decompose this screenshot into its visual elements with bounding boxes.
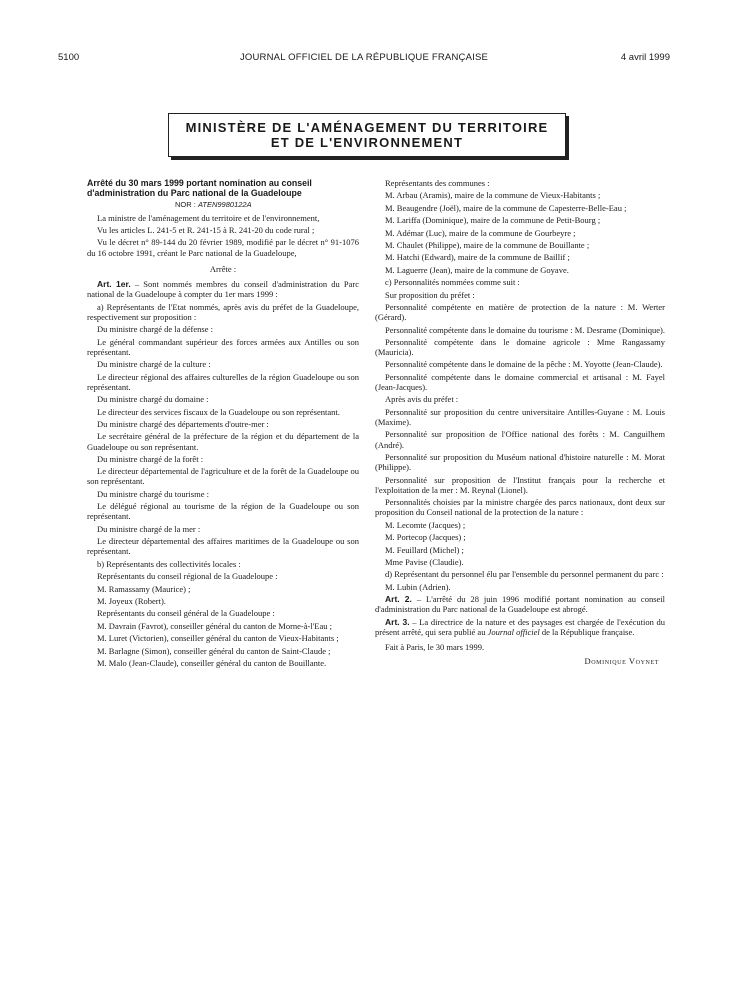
page-header <box>58 52 670 66</box>
left-column <box>87 178 359 670</box>
paragraph: M. Feuillard (Michel) ; <box>385 544 464 555</box>
paragraph: Le délégué régional au tourisme de la région de la Guadeloupe ou son représentant. <box>87 501 359 522</box>
signing-date: Fait à Paris, le 30 mars 1999. <box>385 642 485 653</box>
issue-date: 4 avril 1999 <box>620 52 670 63</box>
paragraph: M. Lubin (Adrien). <box>385 581 451 592</box>
article-3-text-end: de la République française. <box>539 626 635 637</box>
paragraph: M. Hatchi (Edward), maire de la commune de Baillif ; <box>385 252 570 263</box>
paragraph: M. Laguerre (Jean), maire de la commune de Goyave. <box>385 264 569 275</box>
paragraph: Du ministre chargé du tourisme : <box>97 488 209 499</box>
paragraph: Le général commandant supérieur des forces armées aux Antilles ou son représentant. <box>87 336 359 357</box>
right-column <box>375 178 665 669</box>
paragraph: c) Personnalités nommées comme suit : <box>385 277 520 288</box>
ministry-heading <box>186 120 549 150</box>
article-1-label: Art. 1er. <box>97 278 131 289</box>
paragraph: Du ministre chargé du domaine : <box>97 394 209 405</box>
paragraph: Personnalité compétente dans le domaine agricole : Mme Rangassamy (Mauricia). <box>375 336 665 358</box>
paragraph: b) Représentants des collectivités locales : <box>97 558 241 569</box>
paragraph: Du ministre chargé de la défense : <box>97 324 213 335</box>
article-3-text: – La directrice de la nature et des paysages est chargée de l'exécution du présent arrêté, qui sera publié au <box>375 616 666 637</box>
journal-officiel-italic: Journal officiel <box>487 626 540 637</box>
article-2 <box>375 594 665 614</box>
article-3 <box>375 617 665 637</box>
decree-title: Arrêté du 30 mars 1999 portant nomination au conseil d'administration du Parc national de la Guadeloupe <box>87 178 312 198</box>
paragraph: M. Luret (Victorien), conseiller général du canton de Vieux-Habitants ; <box>97 633 339 644</box>
paragraph: Mme Pavise (Claudie). <box>385 557 464 567</box>
paragraph: Le directeur régional des affaires culturelles de la région Guadeloupe ou son représentant. <box>87 371 359 392</box>
signature: Dominique Voynet <box>584 656 659 667</box>
paragraph: M. Portecop (Jacques) ; <box>385 532 466 543</box>
intro-paragraph: La ministre de l'aménagement du territoire et de l'environnement, <box>97 212 320 223</box>
paragraph: Personnalité sur proposition de l'Institut français pour la recherche et l'exploitation de la mer : M. Reynal (Lionel). <box>375 474 665 495</box>
nor-label: NOR : <box>175 200 196 210</box>
paragraph: Personnalité sur proposition du centre universitaire Antilles-Guyane : M. Louis (Maxime). <box>375 406 665 428</box>
paragraph: M. Ramassamy (Maurice) ; <box>97 583 191 594</box>
ministry-heading-line-1: MINISTÈRE DE L'AMÉNAGEMENT DU TERRITOIRE <box>185 120 549 135</box>
paragraph: Représentants du conseil général de la Guadeloupe : <box>97 608 275 619</box>
paragraph: M. Lecomte (Jacques) ; <box>385 519 466 530</box>
paragraph: Personnalité sur proposition du Muséum national d'histoire naturelle : M. Morat (Philippe). <box>375 452 665 473</box>
left-column-body <box>87 302 359 669</box>
paragraph: Personnalités choisies par la ministre chargée des parcs nationaux, dont deux sur proposition du Conseil national de la protection de la nature : <box>375 497 665 518</box>
paragraph: a) Représentants de l'Etat nommés, après avis du préfet de la Guadeloupe, respectivement sur proposition : <box>87 301 359 322</box>
paragraph: Personnalité compétente dans le domaine commercial et artisanal : M. Fayel (Jean-Jacques). <box>375 371 665 393</box>
paragraph: Personnalité compétente en matière de protection de la nature : M. Werter (Gérard). <box>375 301 665 323</box>
right-column-body <box>375 178 665 592</box>
nor-code: ATEN9980122A <box>197 200 252 210</box>
paragraph: Du ministre chargé de la culture : <box>97 359 211 370</box>
paragraph: Personnalité compétente dans le domaine du tourisme : M. Desrame (Dominique). <box>385 324 665 335</box>
article-1 <box>87 279 359 299</box>
paragraph: Le directeur départemental de l'agriculture et de la forêt de la Guadeloupe ou son représentant. <box>87 466 359 487</box>
paragraph: M. Arbau (Aramis), maire de la commune de Vieux-Habitants ; <box>385 190 601 201</box>
paragraph: M. Beaugendre (Joël), maire de la commune de Capesterre-Belle-Eau ; <box>385 202 627 213</box>
article-2-label: Art. 2. <box>385 594 412 605</box>
paragraph: Représentants du conseil régional de la Guadeloupe : <box>97 571 278 582</box>
paragraph: Du ministre chargé de la forêt : <box>97 453 204 464</box>
intro-paragraph: Vu le décret n° 89-144 du 20 février 1989, modifié par le décret n° 91-1076 du 16 octobre 1991, créant le Parc national de la Guadeloupe, <box>87 237 359 258</box>
paragraph: M. Joyeux (Robert). <box>97 596 166 607</box>
paragraph: Le directeur départemental des affaires maritimes de la Guadeloupe ou son représentant. <box>87 536 359 557</box>
nor-reference <box>87 200 359 210</box>
paragraph: M. Lariffa (Dominique), maire de la commune de Petit-Bourg ; <box>385 215 601 226</box>
paragraph: Après avis du préfet : <box>385 394 459 405</box>
paragraph: Du ministre chargé de la mer : <box>97 523 201 534</box>
intro-paragraph: Vu les articles L. 241-5 et R. 241-15 à R. 241-20 du code rural ; <box>97 224 315 235</box>
paragraph: M. Malo (Jean-Claude), conseiller général du canton de Bouillante. <box>97 657 327 668</box>
ministry-heading-line-2: ET DE L'ENVIRONNEMENT <box>270 135 464 150</box>
paragraph: Sur proposition du préfet : <box>385 289 475 300</box>
arrete-word: Arrête : <box>209 263 237 274</box>
paragraph: Représentants des communes : <box>385 178 490 188</box>
article-2-text: – L'arrêté du 28 juin 1996 modifié portant nomination au conseil d'administration du Parc national de la Guadeloupe est abrogé. <box>375 594 666 615</box>
paragraph: Le secrétaire général de la préfecture de la région et du département de la Guadeloupe ou son représentant. <box>87 431 359 452</box>
ministry-heading-box <box>168 113 566 157</box>
article-3-label: Art. 3. <box>385 616 410 627</box>
paragraph: Du ministre chargé des départements d'outre-mer : <box>97 418 269 429</box>
paragraph: d) Représentant du personnel élu par l'ensemble du personnel permanent du parc : <box>385 569 664 580</box>
paragraph: Personnalité compétente dans le domaine de la pêche : M. Yoyotte (Jean-Claude). <box>385 359 663 370</box>
page-number: 5100 <box>58 52 80 63</box>
paragraph: M. Davrain (Favrot), conseiller général du canton de Morne-à-l'Eau ; <box>97 620 332 631</box>
article-1-text: – Sont nommés membres du conseil d'administration du Parc national de la Guadeloupe à compter du 1er mars 1999 : <box>87 278 360 300</box>
paragraph: Personnalité sur proposition de l'Office national des forêts : M. Canguilhem (André). <box>375 429 665 450</box>
paragraph: M. Chaulet (Philippe), maire de la commune de Bouillante ; <box>385 239 590 250</box>
journal-title: JOURNAL OFFICIEL DE LA RÉPUBLIQUE FRANÇAISE <box>239 52 489 63</box>
paragraph: M. Barlagne (Simon), conseiller général du canton de Saint-Claude ; <box>97 645 331 656</box>
paragraph: M. Adémar (Luc), maire de la commune de Gourbeyre ; <box>385 227 576 238</box>
paragraph: Le directeur des services fiscaux de la Guadeloupe ou son représentant. <box>97 406 340 417</box>
